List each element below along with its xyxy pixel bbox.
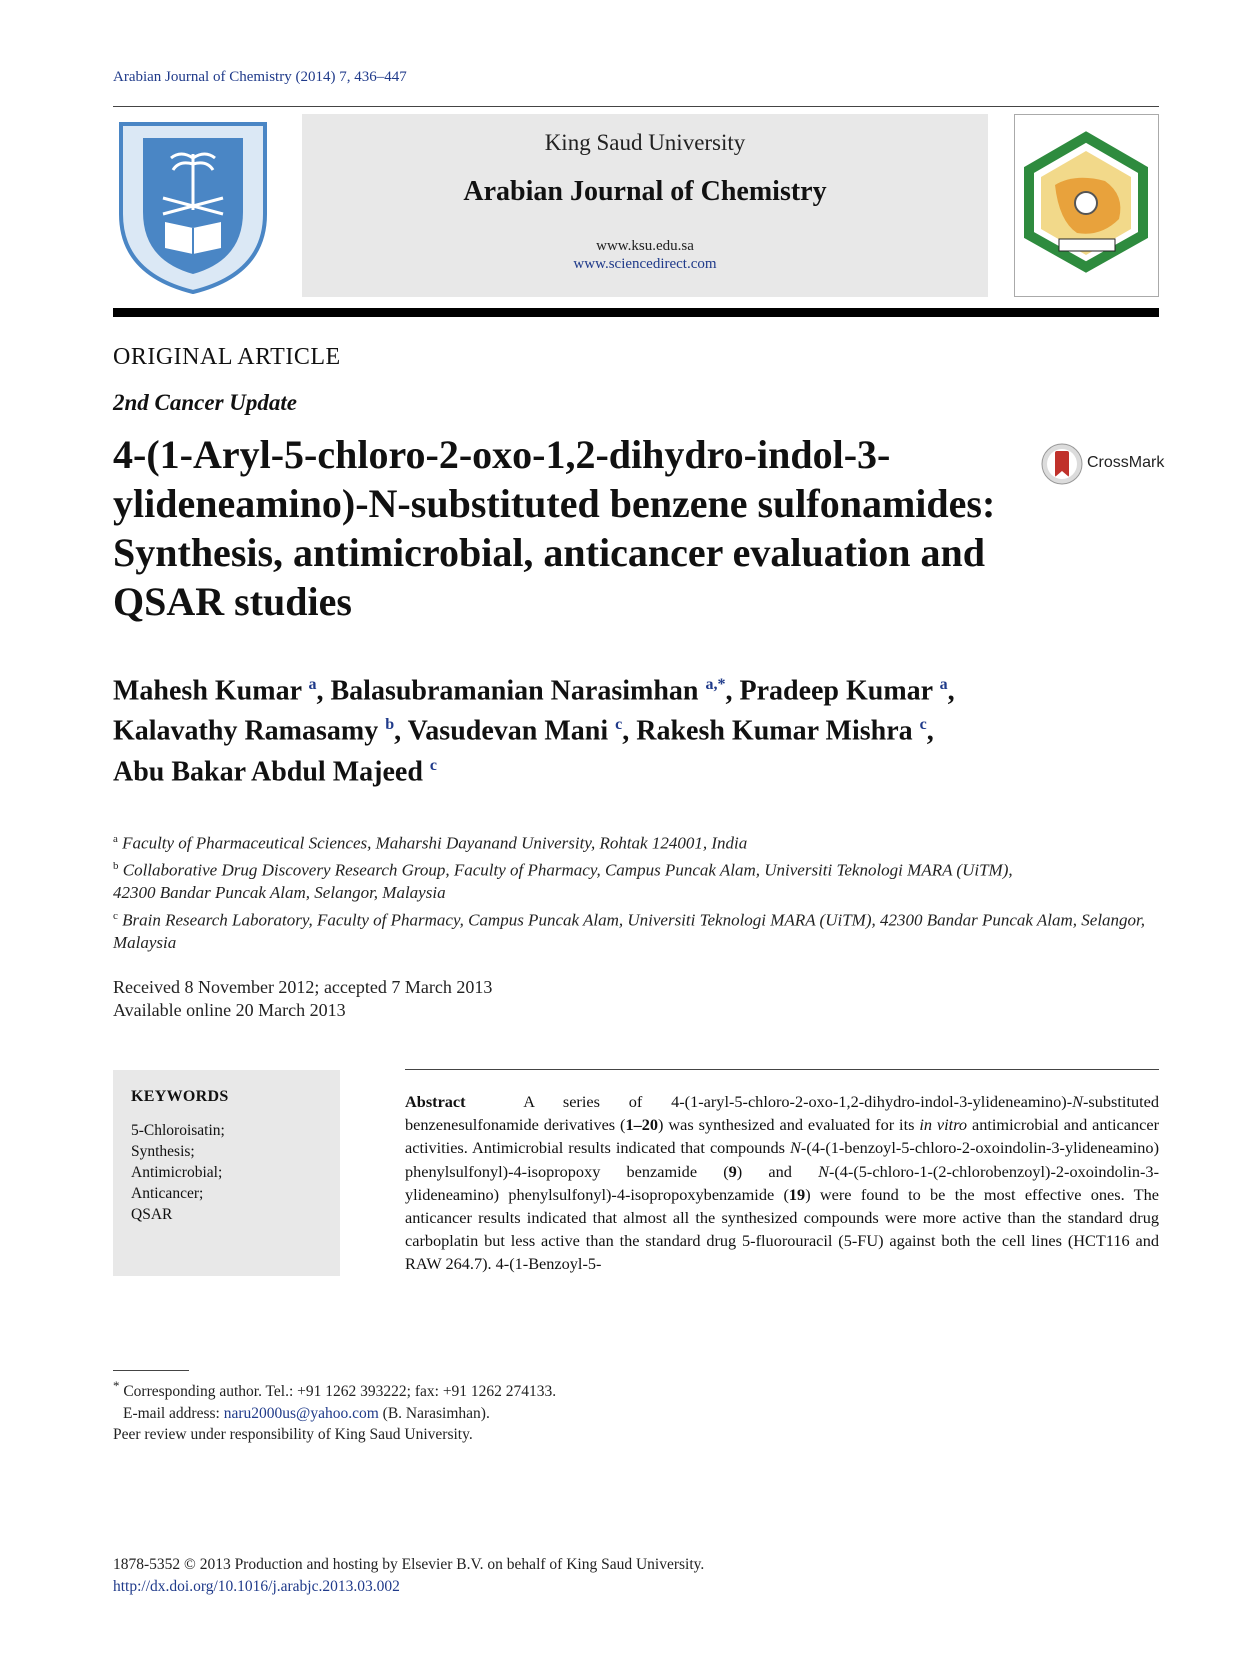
affiliation-mark: a	[113, 833, 118, 845]
author-affiliation-mark[interactable]: a,*	[705, 676, 726, 693]
keyword: Synthesis;	[131, 1143, 195, 1160]
author-affiliation-mark[interactable]: a	[308, 676, 317, 693]
author-list: Mahesh Kumar $^a$, Balasubramanian Narasimhan $^{a,*}$, Pradeep Kumar $^a$, Kalavathy Ramasamy $^b$, Vasudevan Mani $^c$, Rakesh Kumar Mishra $^c$, Abu Bakar Abdul Majeed $^c$	[113, 675, 955, 787]
corresponding-text: Corresponding author. Tel.: +91 1262 393222; fax: +91 1262 274133.	[123, 1383, 557, 1401]
affiliation-text: Collaborative Drug Discovery Research Group, Faculty of Pharmacy, Campus Puncak Alam, Universiti Teknologi MARA (UiTM), 42300 Bandar Puncak Alam, Selangor, Malaysia	[113, 860, 1013, 903]
keyword: 5-Chloroisatin;	[131, 1122, 225, 1139]
author-affiliation-mark[interactable]: c	[429, 756, 437, 774]
email-label: E-mail address:	[123, 1404, 224, 1422]
author: Balasubramanian Narasimhan	[330, 675, 699, 707]
ksu-url[interactable]: www.ksu.edu.sa	[596, 238, 694, 254]
article-dates	[113, 976, 492, 1022]
corresponding-author-note	[113, 1375, 628, 1403]
doi-link[interactable]: http://dx.doi.org/10.1016/j.arabjc.2013.03.002	[113, 1577, 400, 1595]
society-logo	[1014, 114, 1159, 297]
author: Rakesh Kumar Mishra	[636, 715, 913, 747]
available-date: Available online 20 March 2013	[113, 1000, 346, 1020]
journal-citation: Arabian Journal of Chemistry (2014) 7, 436–447	[113, 69, 407, 85]
affiliation	[113, 855, 1043, 905]
crossmark-label[interactable]: CrossMark	[1087, 454, 1165, 471]
email-link[interactable]: naru2000us@yahoo.com	[223, 1404, 379, 1422]
footnote-rule	[113, 1370, 189, 1371]
email-suffix: (B. Narasimhan).	[378, 1404, 490, 1422]
issn-copyright: 1878-5352 © 2013 Production and hosting by Elsevier B.V. on behalf of King Saud University.	[113, 1556, 705, 1573]
keyword: Antimicrobial;	[131, 1164, 223, 1181]
abstract-text: Abstract A series of 4-(1-aryl-5-chloro-2-oxo-1,2-dihydro-indol-3-ylideneamino)-N-substituted benzenesulfonamide derivatives (1–20) was synthesized and evaluated for its in vitro antimicrobial and anticancer activities. Antimicrobial results indicated that compounds N-(4-(1-benzoyl-5-chloro-2-oxoindolin-3-ylideneamino) phenylsulfonyl)-4-isopropoxy benzamide (9) and N-(4-(5-chloro-1-(2-chlorobenzoyl)-2-oxoindolin-3-ylideneamino) phenylsulfonyl)-4-isopropoxybenzamide (19) were found to be the most effective ones. The anticancer results indicated that almost all the synthesized compounds were more active than the standard drug carboplatin but less active than the standard drug 5-fluorouracil (5-FU) against both the cell lines (HCT116 and RAW 264.7). 4-(1-Benzoyl-5-	[405, 1092, 1159, 1274]
email-note	[113, 1403, 628, 1425]
author: Mahesh Kumar	[113, 675, 302, 707]
article-title: 4-(1-Aryl-5-chloro-2-oxo-1,2-dihydro-indol-3-ylideneamino)-N-substituted benzene sulfonamides: Synthesis, antimicrobial, anticancer evaluation and QSAR studies	[113, 432, 996, 624]
copyright-block	[113, 1554, 704, 1597]
affiliation	[113, 905, 1163, 955]
crossmark-icon	[1040, 442, 1084, 486]
author: Pradeep Kumar	[739, 675, 933, 707]
author: Kalavathy Ramasamy	[113, 715, 379, 747]
keywords-heading: KEYWORDS	[131, 1088, 229, 1105]
article-type: ORIGINAL ARTICLE	[113, 344, 341, 370]
keyword: Anticancer;	[131, 1185, 204, 1202]
keyword: QSAR	[131, 1206, 173, 1223]
journal-name: Arabian Journal of Chemistry	[463, 176, 827, 207]
sciencedirect-link[interactable]: www.sciencedirect.com	[573, 256, 717, 272]
author-affiliation-mark[interactable]: a	[939, 676, 948, 693]
affiliation-mark: b	[113, 860, 119, 873]
journal-header-band	[302, 114, 988, 297]
author: Vasudevan Mani	[407, 715, 609, 747]
header-divider	[113, 308, 1159, 317]
special-issue: 2nd Cancer Update	[113, 390, 297, 415]
publisher-name: King Saud University	[544, 130, 746, 155]
author-affiliation-mark[interactable]: b	[385, 716, 395, 734]
keywords-box	[113, 1070, 340, 1276]
abstract-label: Abstract	[405, 1092, 466, 1111]
affiliation-text: Faculty of Pharmaceutical Sciences, Maharshi Dayanand University, Rohtak 124001, India	[122, 833, 748, 853]
abstract-rule	[405, 1069, 1159, 1070]
keywords-list	[131, 1120, 225, 1225]
received-date: Received 8 November 2012; accepted 7 March 2013	[113, 977, 493, 997]
author-affiliation-mark[interactable]: c	[919, 716, 927, 734]
footnote	[113, 1375, 628, 1446]
affiliation-mark: c	[113, 909, 118, 922]
affiliation	[113, 828, 1163, 855]
author: Abu Bakar Abdul Majeed	[113, 755, 423, 787]
author-affiliation-mark[interactable]: c	[615, 716, 623, 734]
affiliations	[113, 828, 1163, 954]
top-rule	[113, 106, 1159, 107]
peer-review-note: Peer review under responsibility of King Saud University.	[113, 1426, 473, 1444]
affiliation-text: Brain Research Laboratory, Faculty of Pharmacy, Campus Puncak Alam, Universiti Teknologi MARA (UiTM), 42300 Bandar Puncak Alam, Selangor, Malaysia	[113, 910, 1146, 952]
ksu-logo	[113, 114, 273, 297]
footnote-star: *	[113, 1378, 120, 1393]
